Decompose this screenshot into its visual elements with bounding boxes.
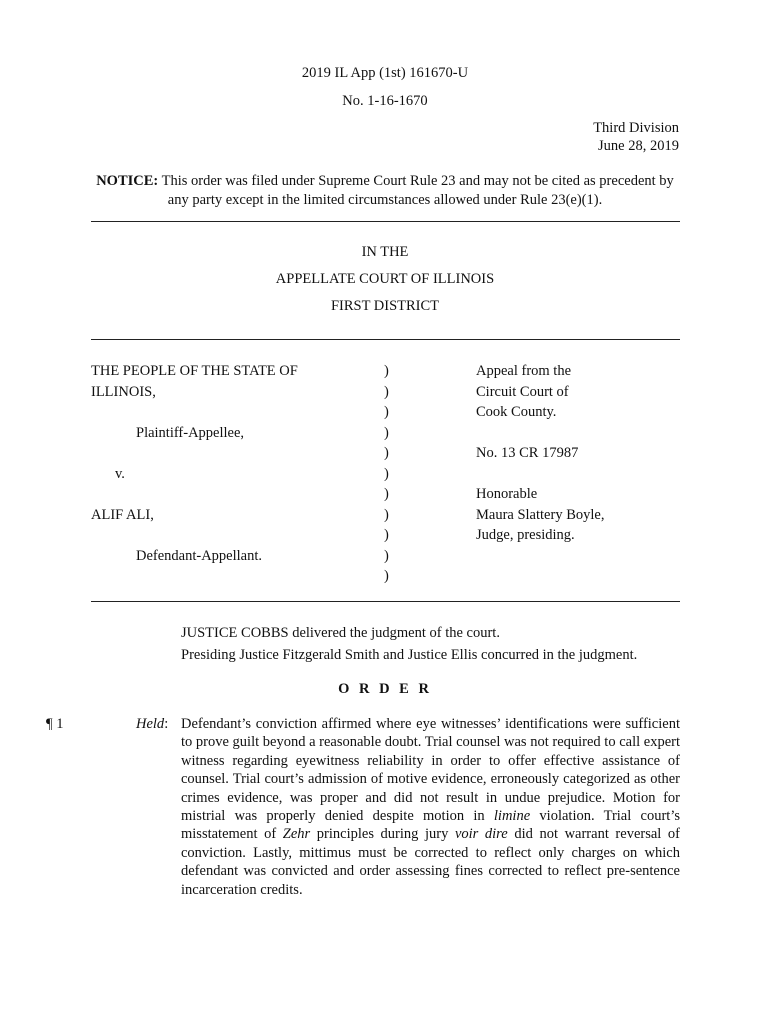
divider-top	[91, 221, 680, 222]
defendant-role: Defendant-Appellant.	[136, 547, 263, 564]
paren: )	[384, 363, 389, 379]
caption-parties	[91, 362, 331, 567]
judge-line3: Judge, presiding.	[476, 527, 575, 543]
trial-case-number: No. 13 CR 17987	[476, 445, 579, 461]
plaintiff-name-line2: ILLINOIS,	[91, 383, 156, 400]
paren: )	[384, 506, 389, 523]
concurring-justices: Presiding Justice Fitzgerald Smith and Justice Ellis concurred in the judgment.	[181, 647, 638, 664]
division-date-block	[593, 119, 679, 155]
versus: v.	[115, 465, 125, 482]
notice-label: NOTICE:	[96, 173, 159, 189]
rule-23-notice	[91, 172, 679, 210]
judge-line1: Honorable	[476, 486, 538, 502]
order-title: O R D E R	[338, 681, 432, 697]
judge-line2: Maura Slattery Boyle,	[476, 506, 605, 523]
caption-paren-column	[384, 362, 394, 588]
plaintiff-name-line1: THE PEOPLE OF THE STATE OF	[91, 363, 298, 379]
court-in-the: IN THE	[361, 244, 409, 260]
paren: )	[384, 445, 389, 461]
paren: )	[384, 383, 389, 400]
appeal-line1: Appeal from the	[476, 363, 572, 379]
paren: )	[384, 527, 389, 543]
appeal-line2: Circuit Court of	[476, 383, 569, 400]
held-summary: Defendant’s conviction affirmed where eye witnesses’ identifications were sufficient to prove guilt beyond a reasonable doubt. Trial counsel was not required to call expert witness regarding eyewitness reliability in order to offer effective assistance of counsel. Trial court’s admission of motive evidence, erroneously categorized as other crimes evidence, was proper and did not result in undue prejudice. Motion for mistrial was properly denied despite motion in limine violation. Trial court’s misstatement of Zehr principles during jury voir dire did not warrant reversal of conviction. Lastly, mittimus must be corrected to reflect only charges on which defendant was convicted and order assessing fines corrected to reflect pre-sentence incarceration credits.	[181, 716, 680, 898]
paren: )	[384, 424, 389, 441]
docket-number: No. 1-16-1670	[342, 93, 428, 109]
delivering-justice: JUSTICE COBBS delivered the judgment of the court.	[181, 625, 500, 641]
paren: )	[384, 404, 389, 420]
paren: )	[384, 465, 389, 482]
court-name: APPELLATE COURT OF ILLINOIS	[275, 271, 495, 287]
divider-caption-bottom	[91, 601, 680, 602]
paren: )	[384, 486, 389, 502]
appeal-line3: Cook County.	[476, 404, 557, 420]
divider-caption-top	[91, 339, 680, 340]
division: Third Division	[593, 120, 679, 136]
paren: )	[384, 547, 389, 564]
case-citation: 2019 IL App (1st) 161670-U	[301, 65, 469, 81]
justices-block	[181, 622, 701, 667]
plaintiff-role: Plaintiff-Appellee,	[136, 424, 245, 441]
notice-text: This order was filed under Supreme Court Rule 23 and may not be cited as precedent by any party except in the limited circumstances allowed under Rule 23(e)(1).	[158, 173, 674, 208]
court-district: FIRST DISTRICT	[330, 298, 440, 314]
held-label: Held:	[136, 716, 169, 732]
paragraph-mark: ¶ 1	[46, 716, 64, 732]
caption-appeal-info	[476, 362, 696, 547]
paren: )	[384, 568, 389, 584]
defendant-name: ALIF ALI,	[91, 506, 154, 523]
filing-date: June 28, 2019	[598, 138, 679, 155]
